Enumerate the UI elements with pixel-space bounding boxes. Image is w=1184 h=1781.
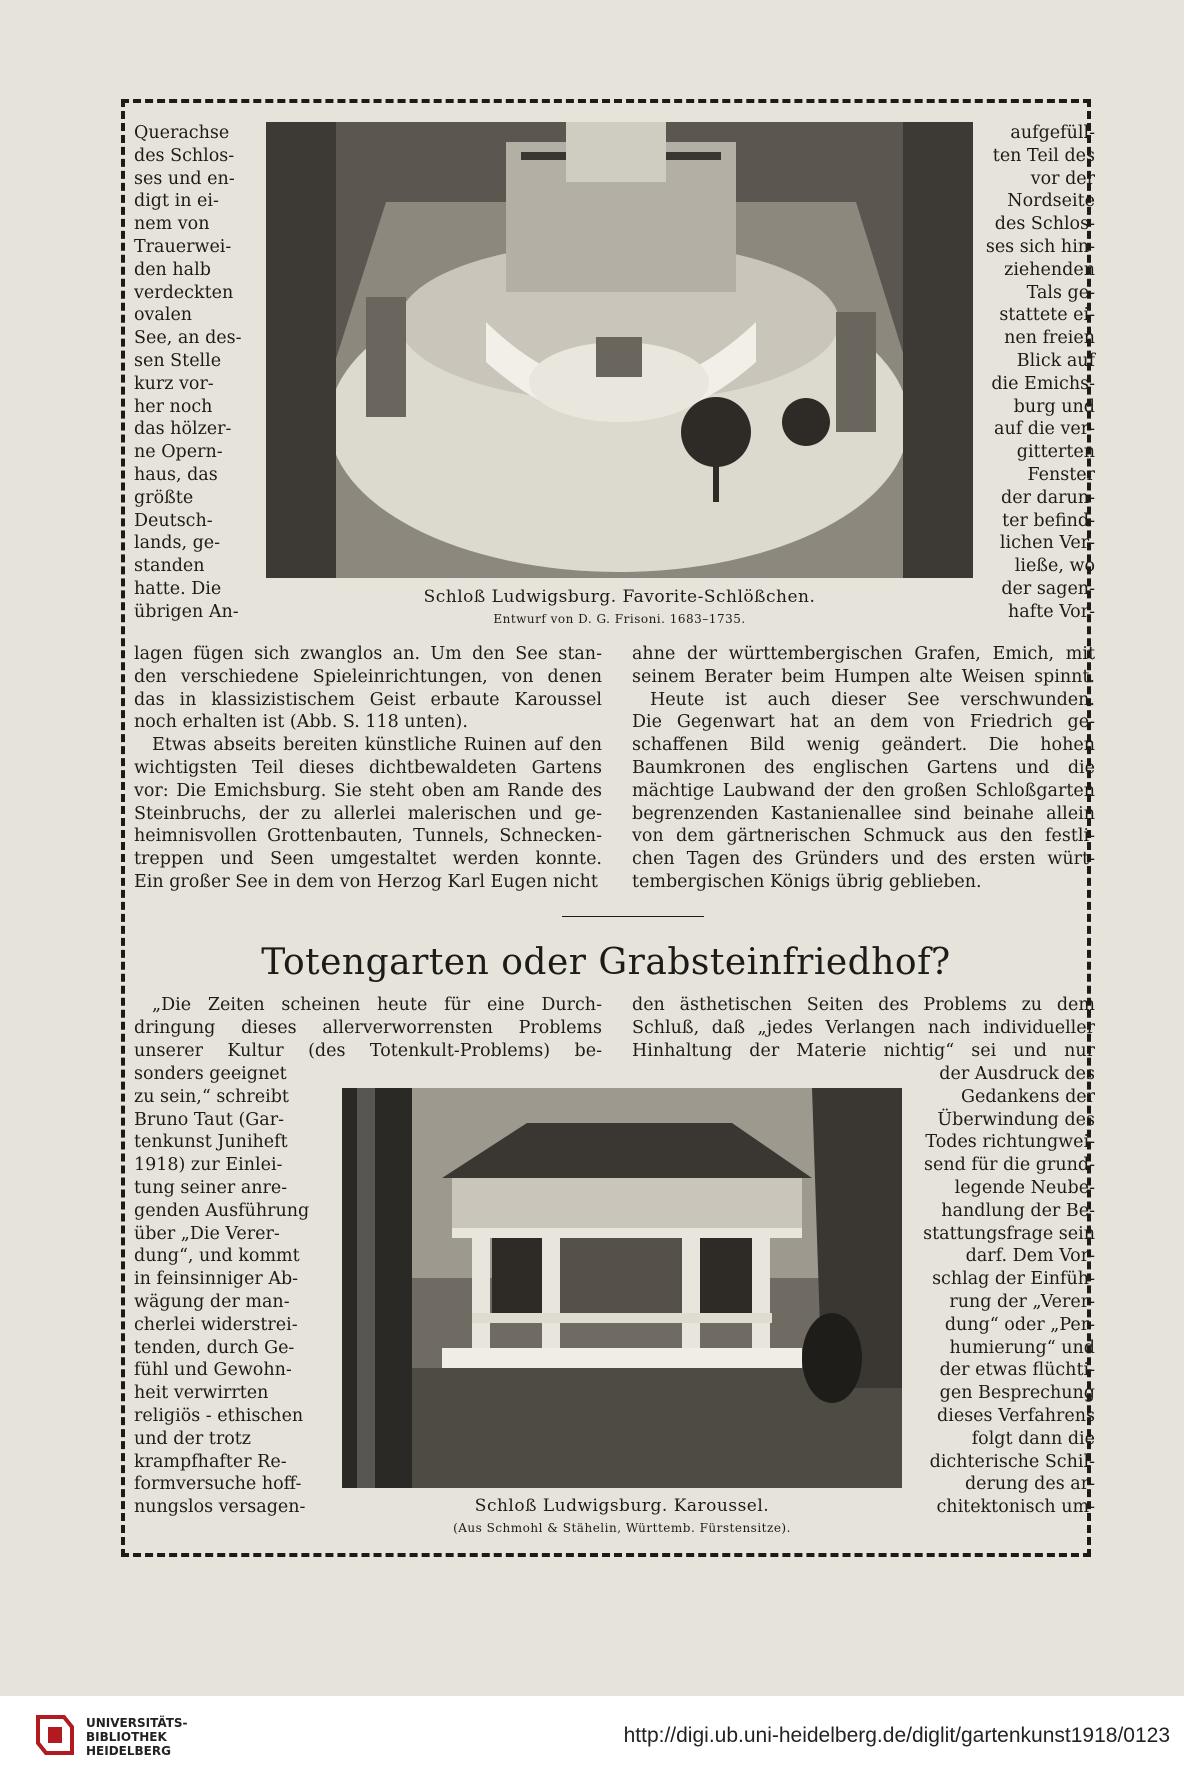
text-line: verdeckten xyxy=(134,282,234,303)
text-line: humierung“ und xyxy=(949,1337,1095,1358)
text-line: unserer Kultur (des Totenkult-Problems) be- xyxy=(134,1040,602,1061)
text-line: auf die ver- xyxy=(994,419,1095,440)
text-line: Überwindung des xyxy=(937,1109,1095,1130)
text-line: treppen und Seen umgestaltet werden konnte. xyxy=(134,849,602,870)
text-line: von dem gärtnerischen Schmuck aus den festli- xyxy=(632,826,1095,847)
text-line: seinem Berater beim Humpen alte Weisen spinnt. xyxy=(632,666,1095,687)
text-line: der darun- xyxy=(1001,487,1095,508)
text-line: ahne der württembergischen Grafen, Emich, mit xyxy=(632,644,1095,664)
text-line: dringung dieses allerverworrensten Problems xyxy=(134,1017,602,1038)
text-line: den ästhetischen Seiten des Problems zu dem xyxy=(632,995,1095,1015)
text-line: burg und xyxy=(1013,396,1095,417)
text-line: handlung der Be- xyxy=(941,1200,1095,1221)
text-line: lands, ge- xyxy=(134,533,221,554)
text-line: standen xyxy=(134,556,205,577)
text-line: Querachse xyxy=(134,123,230,143)
text-line: chitektonisch um- xyxy=(936,1497,1095,1518)
column-right-mid xyxy=(632,994,1095,1062)
text-line: schlag der Einfüh- xyxy=(932,1269,1095,1290)
text-line: Deutsch- xyxy=(134,510,213,531)
library-name xyxy=(86,1716,188,1758)
text-line: noch erhalten ist (Abb. S. 118 unten). xyxy=(134,712,468,733)
text-line: Bruno Taut (Gar- xyxy=(134,1109,284,1130)
text-line: vor der xyxy=(1030,168,1095,189)
text-line: in feinsinniger Ab- xyxy=(134,1269,299,1290)
text-line: wägung der man- xyxy=(134,1291,290,1312)
text-line: des Schlos- xyxy=(134,145,235,166)
text-line: heit verwirrten xyxy=(134,1383,269,1404)
text-line: fühl und Gewohn- xyxy=(134,1360,292,1381)
text-line: stattete ei- xyxy=(999,305,1095,326)
text-line: Baumkronen des englischen Gartens und die xyxy=(632,757,1095,778)
text-line: nungslos versagen- xyxy=(134,1497,306,1518)
text-line: cherlei widerstrei- xyxy=(134,1314,298,1335)
text-line: krampfhafter Re- xyxy=(134,1451,287,1472)
text-line: über „Die Verer- xyxy=(134,1223,280,1244)
column-right-top xyxy=(632,643,1095,894)
text-line: dieses Verfahrens xyxy=(937,1405,1095,1426)
text-line: kurz vor- xyxy=(134,373,214,394)
text-line: sen Stelle xyxy=(134,350,222,371)
library-line-2: BIBLIOTHEK xyxy=(86,1730,167,1744)
text-line: darf. Dem Vor- xyxy=(965,1246,1095,1267)
text-line: begrenzenden Kastanienallee sind beinahe allein xyxy=(632,803,1095,824)
text-line: nen freien xyxy=(1004,328,1095,349)
text-line: des Schlos- xyxy=(994,214,1095,235)
text-line: Steinbruchs, der zu allerlei malerischen und ge- xyxy=(134,803,602,824)
text-line: übrigen An- xyxy=(134,601,239,622)
column-left-top xyxy=(134,643,602,894)
text-line: gitterten xyxy=(1016,442,1095,463)
text-line: lagen fügen sich zwanglos an. Um den See stan- xyxy=(134,644,602,664)
section-divider xyxy=(562,916,704,917)
text-line: ovalen xyxy=(134,305,193,326)
text-line: ließe, wo xyxy=(1014,556,1095,577)
text-line: tung seiner anre- xyxy=(134,1177,288,1198)
figure1-credit: Entwurf von D. G. Frisoni. 1683–1735. xyxy=(493,612,746,626)
figure2-credit: (Aus Schmohl & Stähelin, Württemb. Fürstensitze). xyxy=(453,1521,791,1535)
text-line: tenden, durch Ge- xyxy=(134,1337,295,1358)
text-line: Blick auf xyxy=(1016,350,1095,371)
text-line: hafte Vor- xyxy=(1008,601,1095,622)
figure-karoussel xyxy=(342,1088,902,1488)
library-line-3: HEIDELBERG xyxy=(86,1744,171,1758)
wrap-text-left-bottom xyxy=(134,1063,330,1519)
text-line: mächtige Laubwand der den großen Schloßgarten xyxy=(632,780,1095,801)
text-line: dung“, und kommt xyxy=(134,1246,300,1267)
library-logo-icon xyxy=(34,1713,76,1757)
text-line: der sagen- xyxy=(1001,578,1095,599)
text-line: zu sein,“ schreibt xyxy=(134,1086,289,1107)
text-line: der etwas flüchti- xyxy=(939,1360,1095,1381)
text-line: schaffenen Bild wenig geändert. Die hohen xyxy=(632,735,1095,756)
text-line: Ein großer See in dem von Herzog Karl Eugen nicht xyxy=(134,871,598,892)
library-line-1: UNIVERSITÄTS- xyxy=(86,1716,188,1730)
wrap-text-right-bottom xyxy=(907,1063,1095,1519)
column-left-mid xyxy=(134,994,602,1062)
text-line: dung“ oder „Per- xyxy=(944,1314,1095,1335)
photo-karoussel xyxy=(342,1088,902,1488)
text-line: Die Gegenwart hat an dem von Friedrich ge- xyxy=(632,712,1095,733)
text-line: derung des ar- xyxy=(964,1474,1095,1495)
text-line: vor: Die Emichsburg. Sie steht oben am Rande des xyxy=(134,780,602,801)
text-line: Fenster xyxy=(1027,464,1095,485)
text-line: heimnisvollen Grottenbauten, Tunnels, Schnecken- xyxy=(134,826,602,847)
text-line: digt in ei- xyxy=(134,191,219,212)
text-line: und der trotz xyxy=(134,1428,251,1449)
text-line: sonders geeignet xyxy=(134,1064,287,1084)
text-line: Tals ge- xyxy=(1026,282,1095,303)
text-line: genden Ausführung xyxy=(134,1200,310,1221)
text-line: gen Besprechung xyxy=(939,1383,1095,1404)
text-line: den verschiedene Spieleinrichtungen, von denen xyxy=(134,666,602,687)
figure2-caption: Schloß Ludwigsburg. Karoussel. xyxy=(474,1496,770,1516)
wrap-text-right-top xyxy=(978,122,1095,624)
text-line: Etwas abseits bereiten künstliche Ruinen auf den xyxy=(152,735,602,756)
text-line: haus, das xyxy=(134,464,218,485)
text-line: 1918) zur Einlei- xyxy=(134,1155,283,1176)
text-line: ziehenden xyxy=(1004,259,1095,280)
text-line: das in klassizistischem Geist erbaute Karoussel xyxy=(134,689,602,710)
text-line: hatte. Die xyxy=(134,578,222,599)
text-line: See, an des- xyxy=(134,328,242,349)
text-line: tenkunst Juniheft xyxy=(134,1132,288,1153)
text-line: rung der „Verer- xyxy=(949,1291,1095,1312)
text-line: her noch xyxy=(134,396,213,417)
text-line: dichterische Schil- xyxy=(929,1451,1095,1472)
text-line: send für die grund- xyxy=(924,1155,1095,1176)
text-line: ten Teil des xyxy=(992,145,1095,166)
text-line: wichtigsten Teil dieses dichtbewaldeten Gartens xyxy=(134,757,602,778)
text-line: religiös - ethischen xyxy=(134,1405,304,1426)
text-line: Gedankens der xyxy=(961,1086,1095,1107)
text-line: der Ausdruck des xyxy=(939,1064,1095,1084)
engraving-illustration xyxy=(266,122,973,578)
text-line: das hölzer- xyxy=(134,419,232,440)
figure1-caption: Schloß Ludwigsburg. Favorite-Schlößchen. xyxy=(423,587,816,607)
text-line: tembergischen Königs übrig geblieben. xyxy=(632,871,982,892)
figure-favorite-schloesschen xyxy=(266,122,973,578)
text-line: Heute ist auch dieser See verschwunden. xyxy=(650,689,1095,710)
text-line: ses und en- xyxy=(134,168,235,189)
text-line: Hinhaltung der Materie nichtig“ sei und nur xyxy=(632,1040,1095,1061)
text-line: Nordseite xyxy=(1007,191,1095,212)
text-line: formversuche hoff- xyxy=(134,1474,302,1495)
text-line: „Die Zeiten scheinen heute für eine Durch- xyxy=(152,995,602,1015)
text-line: lichen Ver- xyxy=(999,533,1095,554)
text-line: legende Neube- xyxy=(954,1177,1095,1198)
source-url-link[interactable]: http://digi.ub.uni-heidelberg.de/diglit/gartenkunst1918/0123 xyxy=(623,1724,1170,1747)
text-line: chen Tagen des Gründers und des ersten würt- xyxy=(632,849,1095,870)
text-line: ne Opern- xyxy=(134,442,223,463)
text-line: Trauerwei- xyxy=(134,236,232,257)
text-line: größte xyxy=(134,487,194,508)
text-line: stattungsfrage sein xyxy=(923,1223,1095,1244)
text-line: aufgefüll- xyxy=(1010,123,1095,143)
text-line: ses sich hin- xyxy=(985,236,1095,257)
text-line: die Emichs- xyxy=(991,373,1095,394)
text-line: Todes richtungwei- xyxy=(925,1132,1095,1153)
text-line: den halb xyxy=(134,259,211,280)
text-line: nem von xyxy=(134,214,210,235)
wrap-text-left-top xyxy=(134,122,262,624)
text-line: folgt dann die xyxy=(971,1428,1095,1449)
text-line: ter befind- xyxy=(1002,510,1095,531)
text-line: Schluß, daß „jedes Verlangen nach individueller xyxy=(632,1017,1095,1038)
section-heading: Totengarten oder Grabsteinfriedhof? xyxy=(261,942,951,983)
